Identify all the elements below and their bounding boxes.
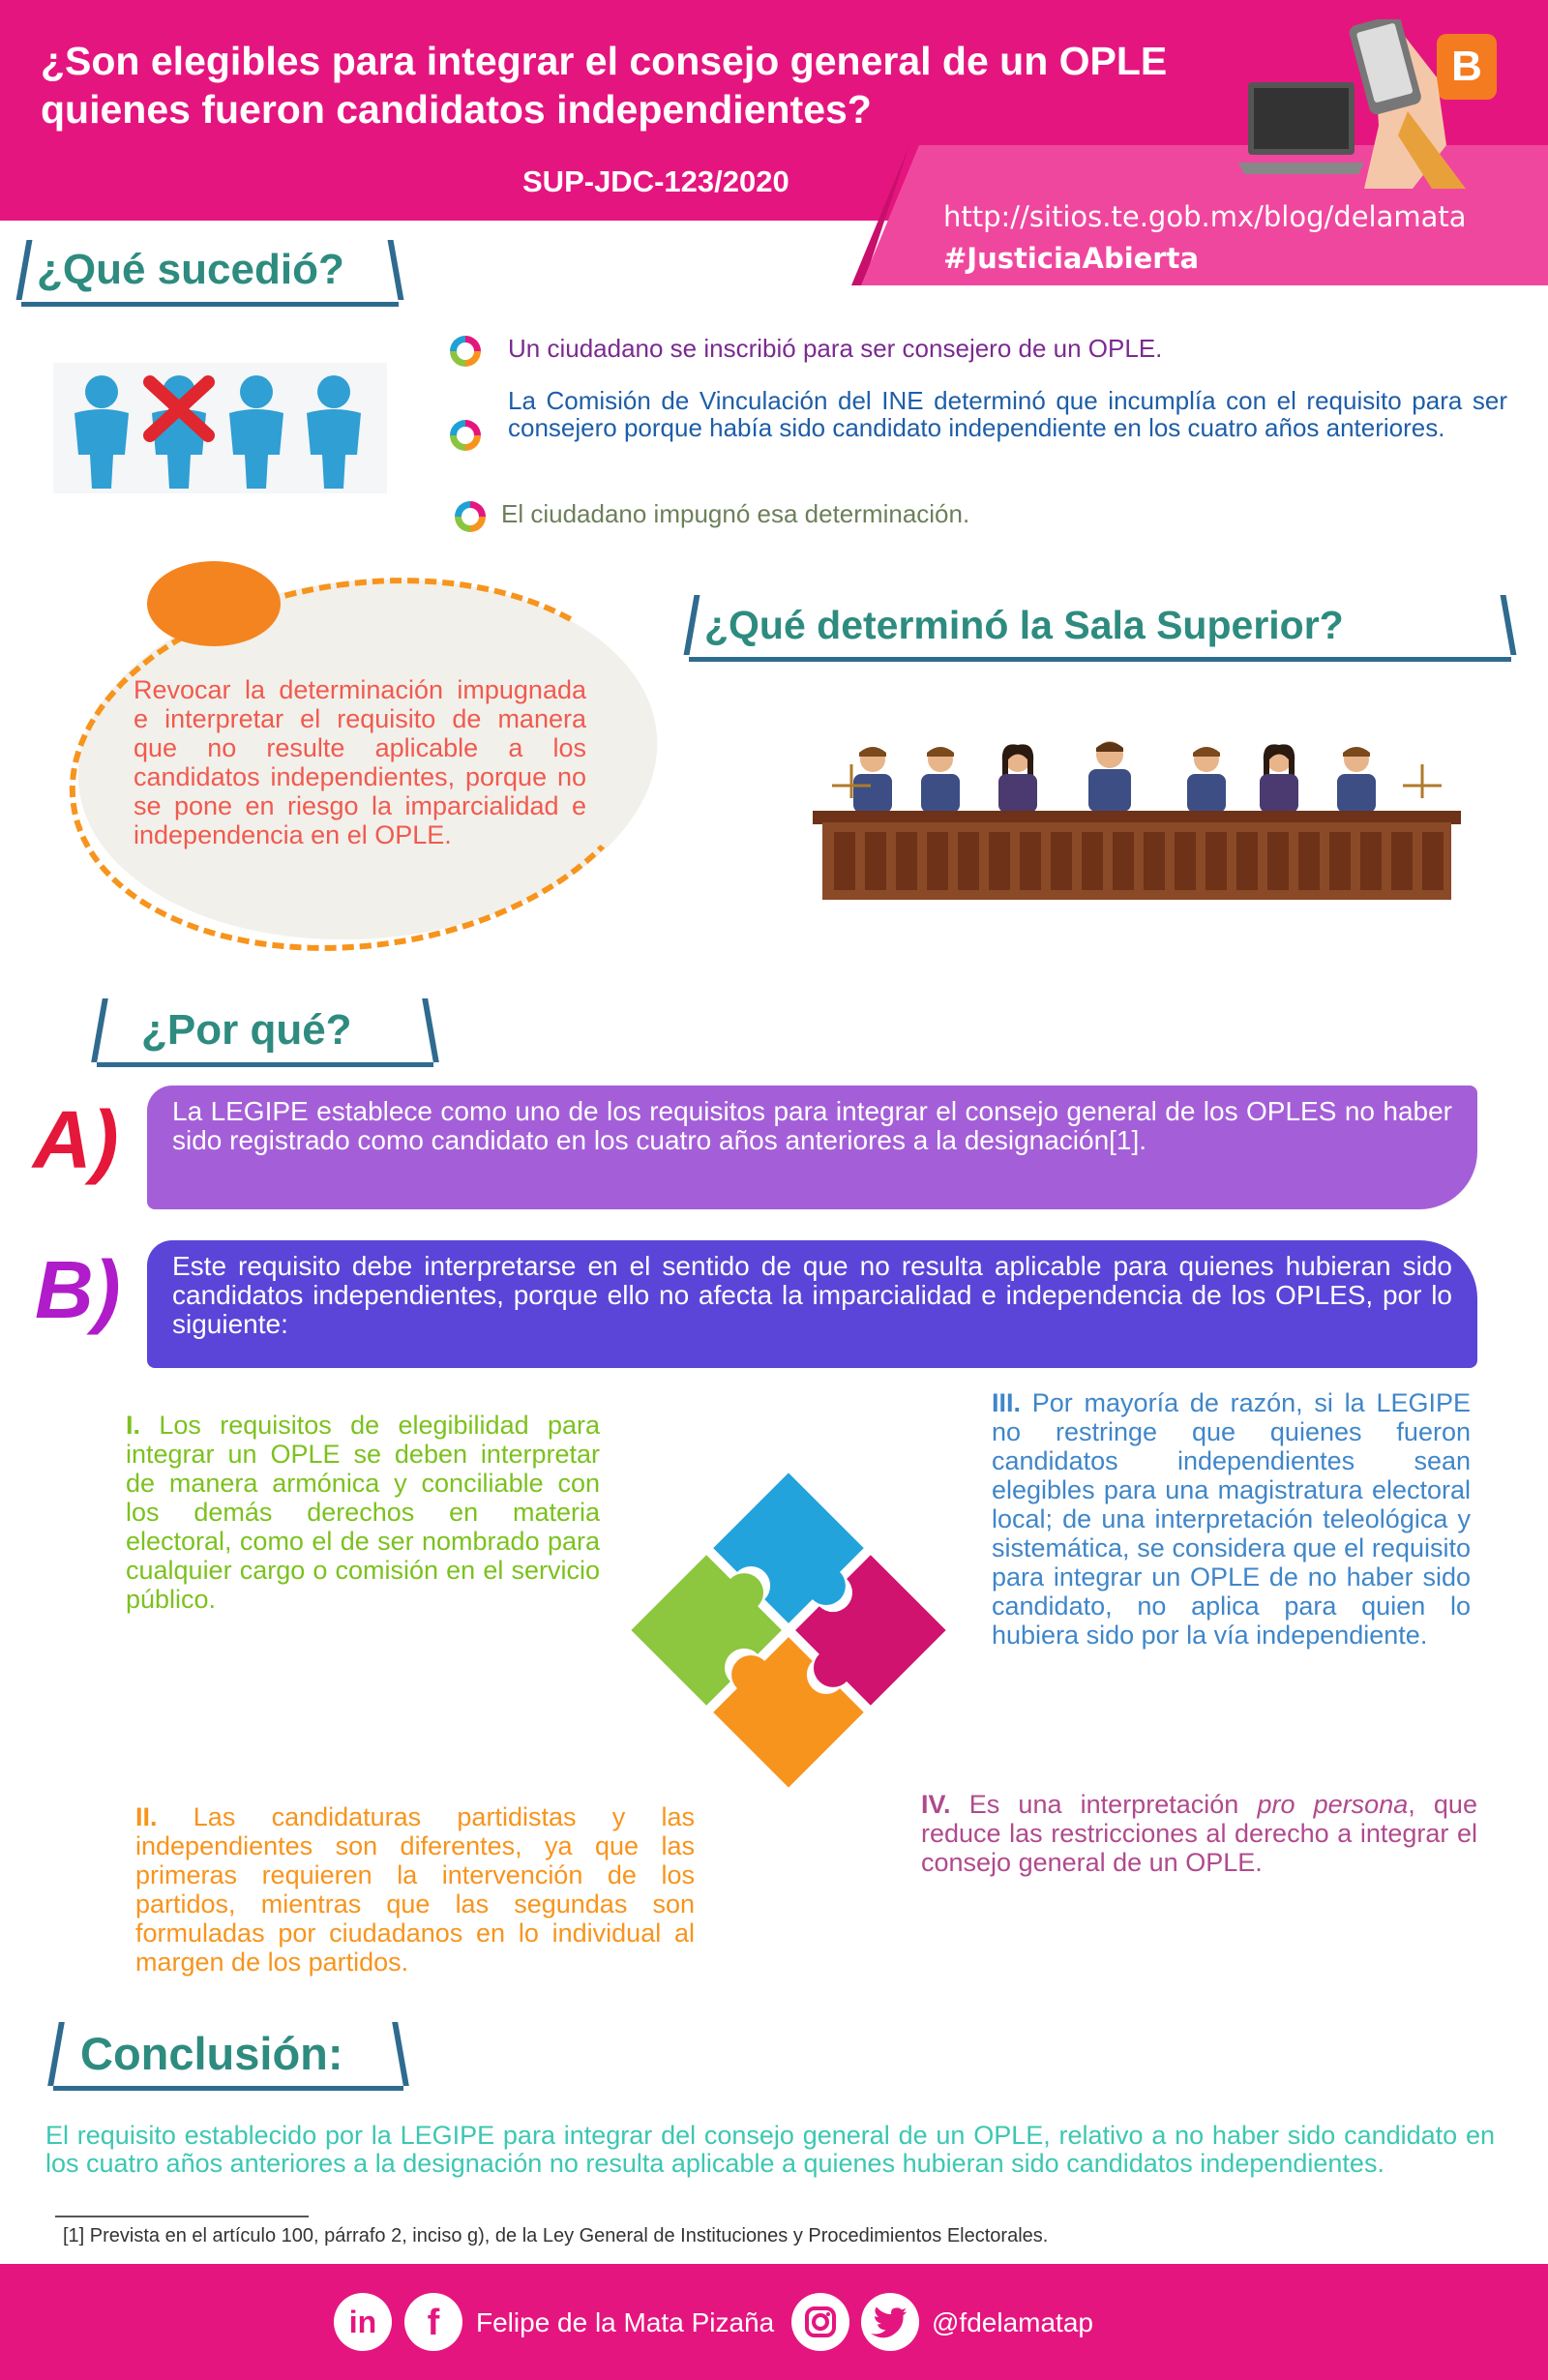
section-title-que-determino xyxy=(689,595,1511,655)
reason-4-emphasis: pro persona xyxy=(1257,1790,1409,1819)
reason-1 xyxy=(126,1411,600,1614)
que-determino-title: ¿Qué determinó la Sala Superior? xyxy=(704,603,1344,647)
laptop-icon xyxy=(1238,19,1471,189)
title-underline xyxy=(21,302,399,307)
que-sucedio-title: ¿Qué sucedió? xyxy=(37,246,344,293)
section-title-que-sucedio xyxy=(21,240,399,300)
reason-4-text-before: Es una interpretación xyxy=(968,1790,1258,1819)
reason-2-num: II. xyxy=(135,1802,158,1831)
banner-b xyxy=(147,1240,1477,1368)
conclusion-text: El requisito establecido por la LEGIPE para integrar del consejo general de un OPLE, relativo a no haber sido candidato en los cuatro años anteriores a la designación no resulta aplicable a quienes hubieran sido candidatos independientes. xyxy=(45,2121,1495,2178)
reason-3-num: III. xyxy=(992,1388,1022,1417)
sucedio-item-3: El ciudadano impugnó esa determinación. xyxy=(501,499,970,528)
sucedio-item-1: Un ciudadano se inscribió para ser consejero de un OPLE. xyxy=(508,334,1163,363)
court-illustration xyxy=(813,726,1461,905)
page-title: ¿Son elegibles para integrar el consejo general de un OPLE quienes fueron candidatos independientes? xyxy=(41,39,1168,132)
reason-4-text-after: , que reduce las restricciones al derecho a integrar el consejo general de un OPLE. xyxy=(921,1790,1477,1877)
title-underline xyxy=(97,1062,433,1067)
reason-4 xyxy=(921,1790,1477,1877)
footer-handle: @fdelamatap xyxy=(932,2307,1093,2337)
banner-b-text: Este requisito debe interpretarse en el sentido de que no resulta aplicable para quienes hubieran sido candidatos independientes, porque ello no afecta la imparcialidad e independencia de los OPLES, por lo siguiente: xyxy=(172,1251,1452,1339)
title-underline xyxy=(53,2086,403,2091)
letter-a: A) xyxy=(33,1094,119,1185)
smartphone-icon xyxy=(1348,19,1466,189)
twitter-icon[interactable] xyxy=(861,2293,919,2351)
letter-b: B) xyxy=(35,1244,121,1335)
linkedin-icon[interactable]: in xyxy=(334,2293,392,2351)
people-illustration xyxy=(53,363,387,493)
sucedio-item-2: La Comisión de Vinculación del INE determinó que incumplía con el requisito para ser consejero porque había sido candidato independiente en los cuatro años anteriores. xyxy=(508,386,1507,442)
reason-1-text: Los requisitos de elegibilidad para integrar un OPLE se deben interpretar de manera armónica y conciliable con los demás derechos en materia electoral, como el de ser nombrado para cualquier cargo o comisión en el servicio público. xyxy=(126,1411,600,1614)
ruling-text: Revocar la determinación impugnada e interpretar el requisito de manera que no resulte aplicable a los candidatos independientes, porque no se pone en riesgo la imparcialidad e independencia en el OPLE. xyxy=(134,675,586,849)
por-que-title: ¿Por qué? xyxy=(141,1006,352,1054)
footnote-divider xyxy=(55,2216,309,2217)
reason-3-text: Por mayoría de razón, si la LEGIPE no restringe que quienes fueron candidatos independientes sean elegibles para una magistratura electoral local; de una interpretación teleológica y sistemática, se considera que el requisito para integrar un OPLE de no haber sido candidato, no aplica para quien lo hubiera sido por la vía independiente. xyxy=(992,1388,1471,1650)
orange-blob xyxy=(147,561,281,646)
reason-4-num: IV. xyxy=(921,1790,951,1819)
bullet-ring-icon xyxy=(455,501,486,532)
banner-a-text: La LEGIPE establece como uno de los requisitos para integrar el consejo general de los OPLES no haber sido registrado como candidato en los cuatro años anteriores a la designación[1]. xyxy=(172,1096,1452,1155)
blogger-icon[interactable]: B xyxy=(1437,34,1497,100)
blog-url-link[interactable]: http://sitios.te.gob.mx/blog/delamata xyxy=(943,200,1467,233)
bullet-ring-icon xyxy=(450,336,481,367)
footer-name: Felipe de la Mata Pizaña xyxy=(476,2307,775,2337)
puzzle-illustration xyxy=(600,1442,977,1819)
reason-2 xyxy=(135,1802,695,1977)
reason-1-num: I. xyxy=(126,1411,141,1440)
case-number: SUP-JDC-123/2020 xyxy=(522,164,789,198)
reason-3 xyxy=(992,1388,1471,1650)
section-title-por-que xyxy=(97,998,433,1062)
title-underline xyxy=(689,657,1511,662)
facebook-icon[interactable]: f xyxy=(404,2293,462,2351)
conclusion-title: Conclusión: xyxy=(80,2028,343,2079)
banner-a xyxy=(147,1086,1477,1209)
hashtag: #JusticiaAbierta xyxy=(943,242,1200,275)
bullet-ring-icon xyxy=(450,420,481,451)
instagram-icon[interactable] xyxy=(791,2293,849,2351)
section-title-conclusion xyxy=(53,2022,403,2086)
reason-2-text: Las candidaturas partidistas y las independientes son diferentes, ya que las primeras requieren la intervención de los partidos, mientras que las segundas son formuladas por ciudadanos en lo individual al margen de los partidos. xyxy=(135,1802,695,1977)
footnote: [1] Prevista en el artículo 100, párrafo 2, inciso g), de la Ley General de Instituciones y Procedimientos Electorales. xyxy=(63,2225,1049,2246)
